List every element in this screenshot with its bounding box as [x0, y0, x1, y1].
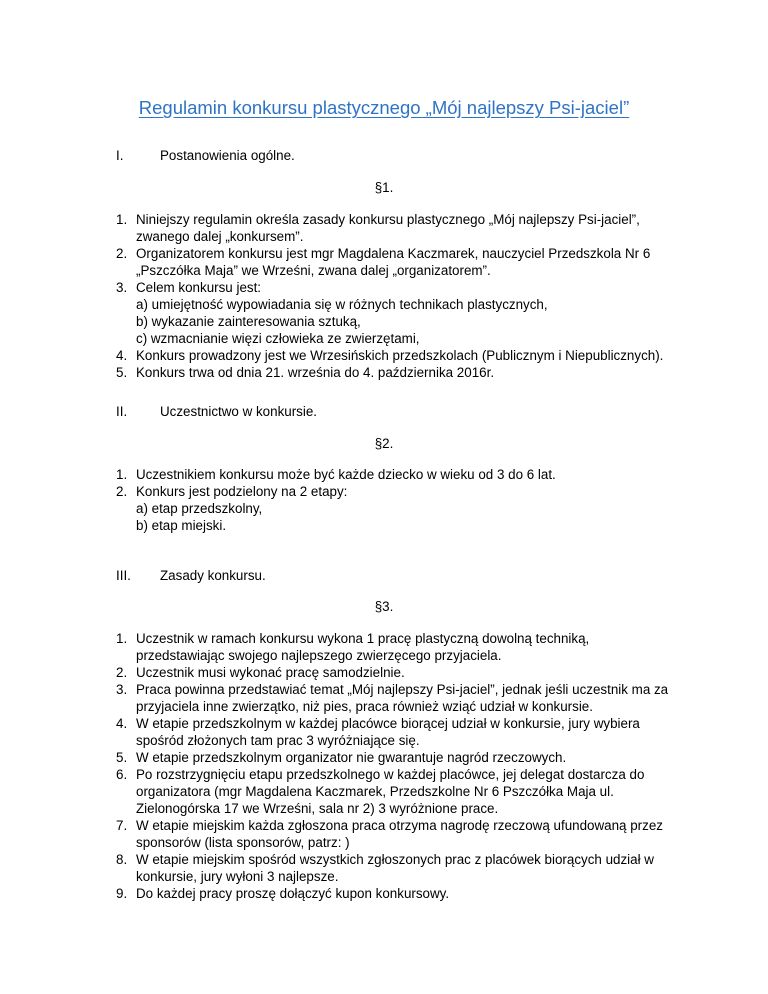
section-2-list	[116, 466, 676, 534]
item-number: 2.	[116, 246, 128, 261]
section-number: I.	[116, 148, 124, 163]
list-item	[116, 851, 676, 885]
section-3-list	[116, 630, 676, 902]
item-text: Uczestnikiem konkursu może być każde dziecko w wieku od 3 do 6 lat.	[136, 467, 556, 482]
item-number: 4.	[116, 348, 128, 363]
section-number: III.	[116, 568, 131, 583]
section-heading-3	[116, 567, 676, 585]
section-title: Uczestnictwo w konkursie.	[160, 404, 318, 419]
item-text: W etapie miejskim spośród wszystkich zgłoszonych prac z placówek biorących udział w konkursie, jury wyłoni 3 najlepsze.	[136, 852, 654, 884]
item-text: Niniejszy regulamin określa zasady konkursu plastycznego „Mój najlepszy Psi-jaciel”, zwanego dalej „konkursem”.	[136, 212, 640, 244]
section-heading-2	[116, 403, 676, 421]
sub-item: b) wykazanie zainteresowania sztuką,	[136, 314, 361, 329]
item-number: 3.	[116, 682, 128, 697]
section-number: II.	[116, 404, 128, 419]
item-text: Po rozstrzygnięciu etapu przedszkolnego w każdej placówce, jej delegat dostarcza do organizatora (mgr Magdalena Kaczmarek, Przedszkolne Nr 6 Pszczółka Maja ul. Zielonogórska 17 we Wrześni, sala nr 2) 3 wyróżnione prace.	[136, 767, 645, 816]
paragraph-mark: §3.	[374, 599, 394, 614]
item-text: Celem konkursu jest:	[136, 280, 262, 295]
item-text: W etapie przedszkolnym w każdej placówce biorącej udział w konkursie, jury wybiera spośród złożonych tam prac 3 wyróżniające się.	[136, 716, 640, 748]
list-item	[116, 245, 676, 279]
item-number: 3.	[116, 280, 128, 295]
item-number: 4.	[116, 716, 128, 731]
item-number: 7.	[116, 818, 128, 833]
item-number: 8.	[116, 852, 128, 867]
item-text: Organizatorem konkursu jest mgr Magdalena Kaczmarek, nauczyciel Przedszkola Nr 6 „Pszczółka Maja” we Wrześni, zwana dalej „organizatorem”.	[136, 246, 651, 278]
item-text: W etapie przedszkolnym organizator nie gwarantuje nagród rzeczowych.	[136, 750, 567, 765]
item-number: 2.	[116, 484, 128, 499]
item-number: 6.	[116, 767, 128, 782]
list-item	[116, 483, 676, 534]
list-item	[116, 664, 676, 681]
item-number: 5.	[116, 750, 128, 765]
item-number: 1.	[116, 631, 128, 646]
sub-item: b) etap miejski.	[136, 518, 227, 533]
list-item	[116, 630, 676, 664]
item-number: 2.	[116, 665, 128, 680]
list-item	[116, 279, 676, 347]
paragraph-mark: §1.	[374, 180, 394, 195]
item-text: Uczestnik musi wykonać pracę samodzielnie.	[136, 665, 405, 680]
list-item	[116, 885, 676, 902]
item-text: Konkurs jest podzielony na 2 etapy:	[136, 484, 348, 499]
list-item	[116, 466, 676, 483]
section-1-list	[116, 211, 676, 381]
item-text: Do każdej pracy proszę dołączyć kupon konkursowy.	[136, 886, 450, 901]
list-item	[116, 766, 676, 817]
list-item	[116, 817, 676, 851]
list-item	[116, 364, 676, 381]
list-item	[116, 211, 676, 245]
item-text: Uczestnik w ramach konkursu wykona 1 pracę plastyczną dowolną techniką, przedstawiając swojego najlepszego zwierzęcego przyjaciela.	[136, 631, 590, 663]
item-number: 1.	[116, 212, 128, 227]
sub-item: c) wzmacnianie więzi człowieka ze zwierzętami,	[136, 331, 420, 346]
item-number: 5.	[116, 365, 128, 380]
list-item	[116, 749, 676, 766]
section-title: Postanowienia ogólne.	[160, 148, 295, 163]
list-item	[116, 347, 676, 364]
item-text: Konkurs prowadzony jest we Wrzesińskich przedszkolach (Publicznym i Niepublicznych).	[136, 348, 664, 363]
sub-item: a) etap przedszkolny,	[136, 501, 263, 516]
item-number: 9.	[116, 886, 128, 901]
sub-item: a) umiejętność wypowiadania się w różnych technikach plastycznych,	[136, 297, 548, 312]
item-number: 1.	[116, 467, 128, 482]
list-item	[116, 715, 676, 749]
list-item	[116, 681, 676, 715]
document-title: Regulamin konkursu plastycznego „Mój najlepszy Psi-jaciel”	[138, 97, 630, 118]
item-text: Praca powinna przedstawiać temat „Mój najlepszy Psi-jaciel”, jednak jeśli uczestnik ma za przyjaciela inne zwierzątko, niż pies, praca również wziąć udział w konkursie.	[136, 682, 669, 714]
section-title: Zasady konkursu.	[160, 568, 266, 583]
paragraph-mark: §2.	[374, 436, 394, 451]
item-text: Konkurs trwa od dnia 21. września do 4. października 2016r.	[136, 365, 495, 380]
section-heading-1	[116, 147, 676, 165]
item-text: W etapie miejskim każda zgłoszona praca otrzyma nagrodę rzeczową ufundowaną przez sponsorów (lista sponsorów, patrz: )	[136, 818, 663, 850]
